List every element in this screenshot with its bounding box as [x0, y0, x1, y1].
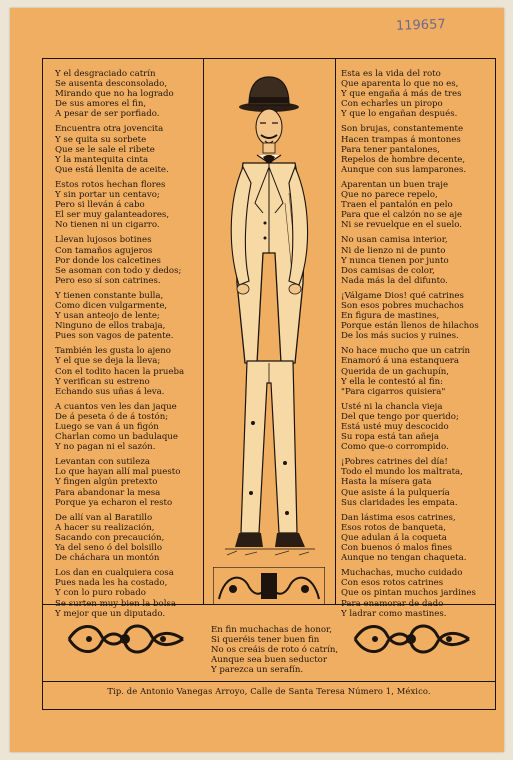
verse-stanza: [341, 69, 491, 119]
verse-line: Esta es la vida del roto: [341, 69, 441, 79]
verse-line: Usté ni la chancla vieja: [341, 401, 443, 412]
verse-line: Todo el mundo los maltrata,: [341, 467, 463, 478]
verse-line: Repelos de hombre decente,: [341, 154, 466, 165]
closing-verse: [211, 625, 351, 675]
verse-stanza: [55, 402, 205, 452]
verse-line: Lo que hayan allí mal puesto: [55, 467, 181, 478]
verse-line: En figura de mastines,: [341, 311, 440, 322]
verse-stanza: [341, 124, 491, 174]
verse-stanza: [341, 180, 491, 230]
verse-line: Pues son vagos de patente.: [55, 331, 174, 342]
catrin-illustration: [205, 63, 333, 603]
verse-line: Son brujas, constantemente: [341, 124, 464, 135]
verse-line: Pues nada les ha costado,: [55, 578, 168, 589]
column-divider-right: [335, 59, 336, 604]
verse-line: Que aparenta lo que no es,: [341, 79, 459, 90]
verse-line: Que asiste á la pulquería: [341, 487, 450, 498]
verse-stanza: [55, 291, 205, 341]
verse-line: Y ladrar como mastines.: [341, 608, 447, 619]
verse-line: Para enamorar de dado: [341, 598, 444, 609]
printer-imprint: Tip. de Antonio Vanegas Arroyo, Calle de Santa Teresa Número 1, México.: [107, 686, 431, 696]
verse-line: No tienen ni un cigarro.: [55, 220, 160, 231]
verse-stanza: [55, 457, 205, 507]
verse-line: De á peseta ó de á tostón;: [55, 411, 169, 422]
verse-line: Enamoró á una estanquera: [341, 356, 460, 367]
verse-line: Los dan en cualquiera cosa: [55, 568, 174, 579]
verse-line: Mirando que no ha logrado: [55, 89, 174, 100]
verse-line: Aunque con sus lamparones.: [341, 164, 467, 175]
pedestal-ornament: [213, 567, 325, 605]
verse-line: Con tamaños agujeros: [55, 245, 153, 256]
verse-line: Para que el calzón no se aje: [341, 210, 463, 221]
verse-line: El ser muy galanteadores,: [55, 210, 170, 221]
verse-stanza: [341, 457, 491, 507]
verse-line: Ya del seno ó del bolsillo: [55, 543, 163, 554]
verse-line: Hacen trampas á montones: [341, 134, 461, 145]
verse-line: Se asoman con todo y dedos;: [55, 265, 182, 276]
verse-line: Que os pintan muchos jardines: [341, 588, 476, 599]
verse-line: A hacer su realización,: [55, 522, 155, 533]
right-scroll-ornament: [351, 621, 473, 657]
verse-line: Querida de un gachupín,: [341, 366, 450, 377]
verse-stanza: [341, 291, 491, 341]
verse-line: Aparentan un buen traje: [341, 179, 449, 190]
lower-rule: [43, 681, 495, 682]
verse-line: Llevan lujosos botines: [55, 235, 152, 246]
verse-line: Si queréis tener buen fin: [211, 635, 320, 646]
verse-line: Pero si lleván á cabo: [55, 200, 145, 211]
verse-stanza: [55, 346, 205, 396]
verse-line: En fin muchachas de honor,: [211, 625, 332, 635]
verse-stanza: [341, 346, 491, 396]
verse-stanza: [341, 235, 491, 285]
verse-line: Y verifican su estreno: [55, 376, 150, 387]
verse-stanza: [55, 513, 205, 563]
verse-line: No usan camisa interior,: [341, 235, 448, 246]
verse-line: Y fingen algún pretexto: [55, 477, 158, 488]
verse-line: Estos rotos hechan flores: [55, 179, 166, 190]
verse-line: "Para cigarros quisiera": [341, 386, 446, 397]
verse-line: Aunque no tengan chaqueta.: [341, 553, 467, 564]
verse-line: También les gusta lo ajeno: [55, 346, 171, 357]
verse-stanza: [341, 513, 491, 563]
verse-line: Ni se revuelque en el suelo.: [341, 220, 462, 231]
verse-line: Pero eso sí son catrines.: [55, 275, 161, 286]
verse-line: Aunque sea buen seductor: [211, 655, 327, 666]
verse-line: Charlan como un badulaque: [55, 432, 178, 443]
verse-line: Con esos rotos catrines: [341, 578, 444, 589]
verse-line: Y que lo engañan después.: [341, 109, 458, 120]
verse-line: Que se le sale el ribete: [55, 144, 155, 155]
verse-line: Luego se van á un figón: [55, 422, 159, 432]
verse-line: Dan lástima esos catrines,: [341, 512, 456, 523]
verse-line: Sus claridades les empata.: [341, 497, 458, 508]
verse-line: Del que tengo por querido;: [341, 411, 459, 422]
right-verse-column: [341, 69, 491, 624]
verse-line: Que no parece repelo,: [341, 190, 438, 201]
page-frame: [42, 58, 496, 710]
verse-line: Y la mantequita cinta: [55, 154, 149, 165]
verse-line: Y no pagan ni el sazón.: [55, 442, 156, 453]
left-scroll-ornament: [65, 621, 187, 657]
verse-line: No hace mucho que un catrín: [341, 346, 471, 357]
verse-line: Echando sus uñas á leva.: [55, 386, 165, 397]
verse-line: Traen el pantalón en pelo: [341, 200, 453, 211]
verse-line: De allí van al Baratillo: [55, 512, 153, 523]
verse-line: Como dicen vulgarmente,: [55, 300, 168, 311]
verse-line: Nada más la del difunto.: [341, 275, 448, 286]
verse-line: Porque ya echaron el resto: [55, 497, 173, 508]
verse-stanza: [55, 235, 205, 285]
verse-line: Y parezca un serafín.: [211, 665, 304, 676]
verse-line: Se ausenta desconsolado,: [55, 79, 168, 90]
verse-line: Son esos pobres muchachos: [341, 300, 464, 311]
verse-line: Y usan anteojo de lente;: [55, 311, 160, 322]
verse-line: Y el desgraciado catrín: [55, 69, 156, 79]
verse-line: No os creáis de roto ó catrín,: [211, 645, 339, 656]
verse-line: Con echarles un piropo: [341, 99, 443, 110]
verse-line: A pesar de ser porfiado.: [55, 109, 160, 120]
verse-line: Su ropa está tan añeja: [341, 432, 439, 443]
verse-line: ¡Válgame Dios! qué catrines: [341, 290, 464, 301]
verse-stanza: [341, 402, 491, 452]
verse-line: Que adulan á la coqueta: [341, 532, 447, 543]
verse-line: Y el que se deja la lleva;: [55, 356, 161, 367]
broadside-sheet: [10, 8, 504, 752]
verse-line: Y mejor que un diputado.: [55, 608, 166, 619]
verse-line: A cuantos ven les dan jaque: [55, 401, 177, 412]
verse-line: Y con lo puro robado: [55, 588, 146, 599]
verse-line: Y ella le contestó al fin:: [341, 376, 444, 387]
verse-line: Ninguno de ellos trabaja,: [55, 321, 166, 332]
verse-line: Esos rotos de banqueta,: [341, 522, 446, 533]
verse-line: Y tienen constante bulla,: [55, 290, 164, 301]
verse-line: De cháchara un montón: [55, 553, 160, 564]
verse-line: Y nunca tienen por junto: [341, 255, 449, 266]
verse-line: Ni de lienzo ni de punto: [341, 245, 446, 256]
verse-line: Sacando con precaución,: [55, 532, 165, 543]
verse-line: De los más sucios y ruines.: [341, 331, 459, 342]
verse-line: Para tener pantalones,: [341, 144, 440, 155]
verse-line: Con el todito hacen la prueba: [55, 366, 185, 377]
left-verse-column: [55, 69, 205, 624]
verse-line: Como que-o corrompido.: [341, 442, 449, 453]
verse-line: Está usté muy descocido: [341, 422, 449, 432]
verse-line: Y que engaña á más de tres: [341, 89, 462, 100]
verse-line: Levantan con sutileza: [55, 457, 151, 468]
verse-line: De sus amores el fin,: [55, 99, 147, 110]
verse-line: Y sin portar un centavo;: [55, 190, 160, 201]
verse-stanza: [341, 568, 491, 618]
verse-line: Hasta la mísera gata: [341, 477, 432, 488]
verse-line: ¡Pobres catrines del día!: [341, 457, 448, 468]
verse-stanza: [55, 180, 205, 230]
verse-line: Que está llenita de aceite.: [55, 164, 169, 175]
verse-stanza: [55, 69, 205, 119]
verse-line: Con buenos ó malos fines: [341, 543, 452, 554]
upper-rule: [43, 604, 495, 605]
catalog-number: 119657: [396, 17, 447, 34]
verse-line: Dos camisas de color,: [341, 265, 435, 276]
verse-line: Se surten muy bien la bolsa: [55, 598, 176, 609]
verse-line: Y se quita su sorbete: [55, 134, 147, 145]
column-divider-left: [203, 59, 204, 604]
verse-stanza: [55, 568, 205, 618]
verse-line: Porque están llenos de hilachos: [341, 321, 479, 332]
verse-line: Por donde los calcetines: [55, 255, 161, 266]
verse-line: Para abandonar la mesa: [55, 487, 161, 498]
verse-line: Muchachas, mucho cuidado: [341, 568, 463, 579]
verse-line: Encuentra otra jovencita: [55, 124, 164, 135]
verse-stanza: [55, 124, 205, 174]
